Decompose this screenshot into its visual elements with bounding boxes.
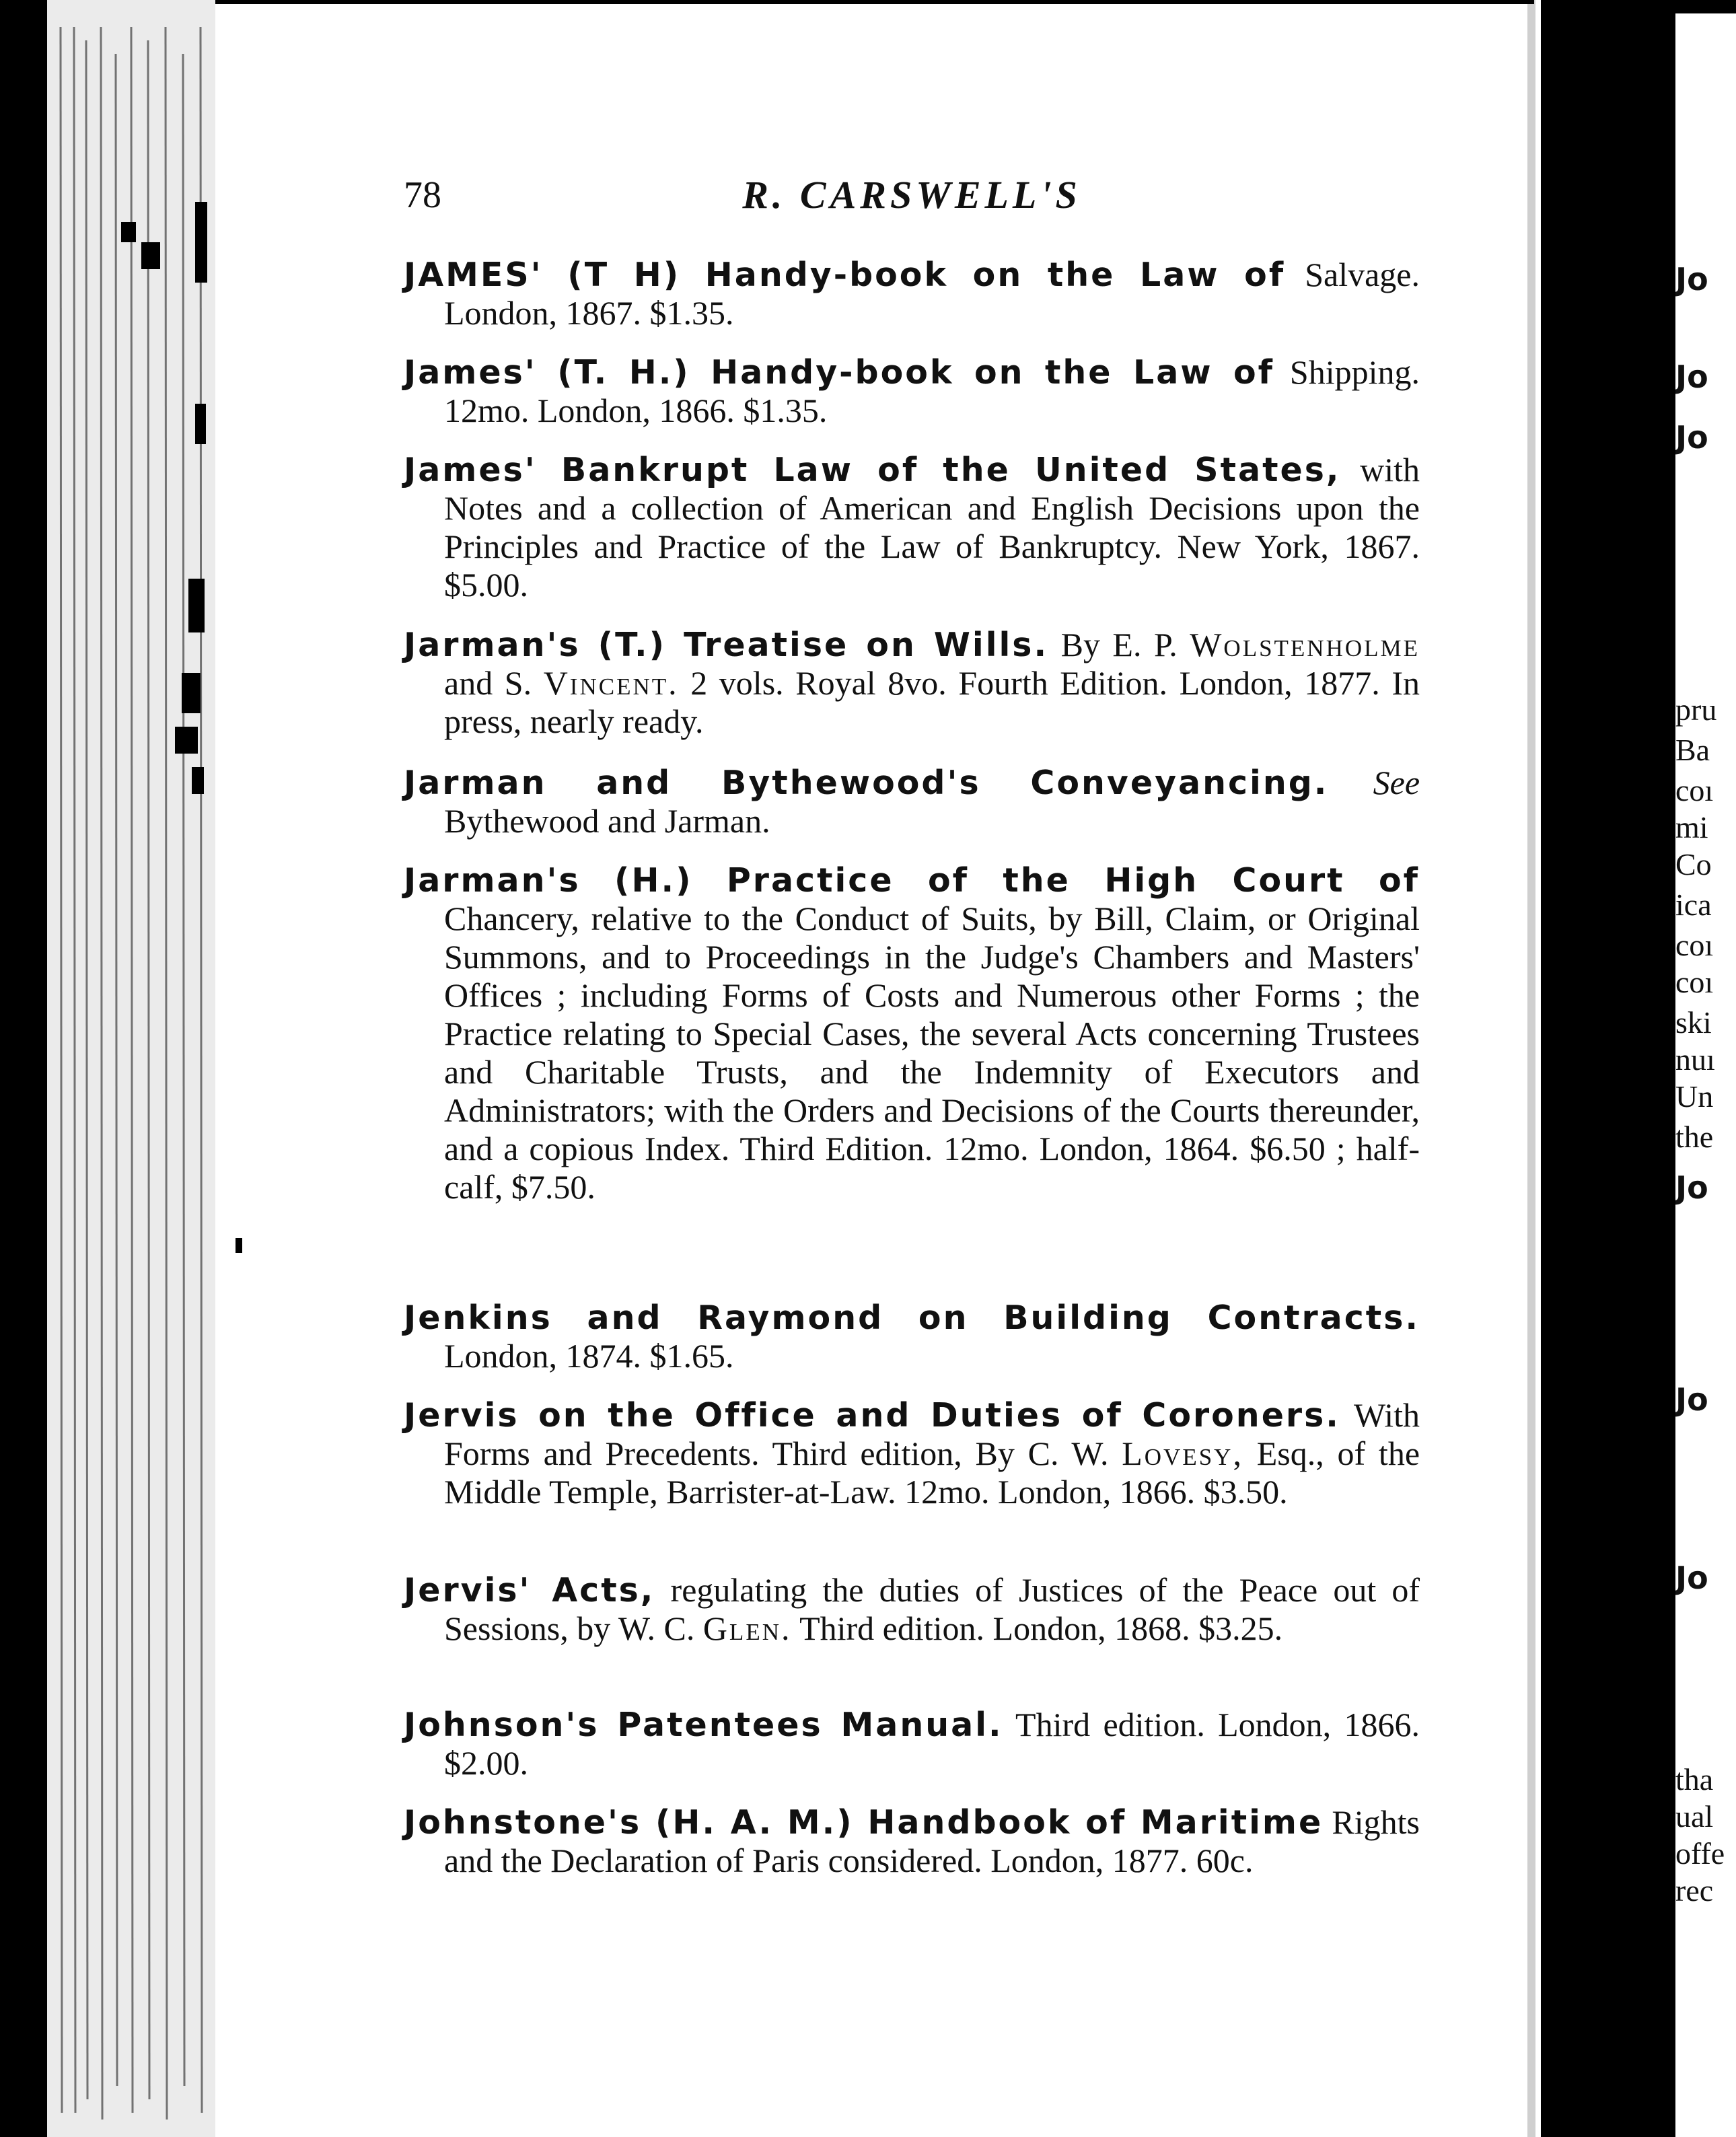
facing-word: ual: [1675, 1799, 1714, 1834]
entry-body: Salvage. London, 1867. $1.35.: [444, 256, 1420, 332]
catalogue-entry: [404, 256, 1420, 332]
facing-word: offe: [1675, 1836, 1725, 1871]
entry-body: Chancery, relative to the Conduct of Suits, by Bill, Claim, or Original Summons, and to Proceedings in the Judge's Chambers and Masters' Offices ; including Forms of Costs and Numerous other Forms ; the Practice relating to Special Cases, the several Acts concerning Trustees and Charitable Trusts, and the Indemnity of Executors and Administrators; with the Orders and Decisions of the Courts thereunder, and a copious Index. Third Edition. 12mo. London, 1864. $6.50 ; half-calf, $7.50.: [444, 900, 1420, 1206]
entry-body: Shipping. 12mo. London, 1866. $1.35.: [444, 353, 1420, 429]
facing-word: rec: [1675, 1873, 1714, 1908]
entry-author: Vincent.: [543, 664, 679, 702]
entry-body: regulating the duties of Justices of the Peace out of Sessions, by W. C.: [444, 1571, 1420, 1647]
page-header: [404, 168, 1420, 222]
facing-word: Jo: [1675, 419, 1708, 456]
facing-word: Jo: [1675, 359, 1708, 395]
facing-page-fragment: [1675, 0, 1736, 2137]
entry-body: London, 1874. $1.65.: [444, 1337, 734, 1375]
entry-body: By E. P.: [1060, 626, 1178, 663]
catalogue-entry: [404, 1803, 1420, 1880]
facing-word: Un: [1675, 1079, 1714, 1114]
facing-word: coı: [1675, 928, 1714, 962]
entry-body: Rights and the Declaration of Paris considered. London, 1877. 60c.: [444, 1803, 1420, 1879]
entry-headword: Jervis' Acts,: [404, 1571, 655, 1609]
entry-body: Third edition. London, 1868. $3.25.: [799, 1609, 1283, 1647]
facing-word: Jo: [1675, 1169, 1708, 1206]
facing-word: mi: [1675, 810, 1708, 844]
entry-headword: Jarman's (T.) Treatise on Wills.: [404, 626, 1049, 664]
entry-see: See: [1373, 764, 1420, 801]
entry-headword: Johnson's Patentees Manual.: [404, 1706, 1003, 1744]
facing-word: tha: [1675, 1762, 1714, 1797]
facing-word: coı: [1675, 965, 1714, 999]
facing-word: Jo: [1675, 1560, 1708, 1596]
entry-headword: James' Bankrupt Law of the United States,: [404, 451, 1341, 489]
catalogue-entry: [404, 626, 1420, 741]
catalogue-entry: [404, 1706, 1420, 1782]
catalogue-entry: [404, 1571, 1420, 1648]
entry-author: Wolstenholme: [1190, 626, 1420, 663]
facing-word: coı: [1675, 773, 1714, 807]
facing-word: Ba: [1675, 733, 1710, 767]
entry-body: Esq., of the Middle Temple, Barrister-at-Law. 12mo. London, 1866. $3.50.: [444, 1435, 1420, 1511]
entry-author: Glen.: [702, 1609, 792, 1647]
catalogue-entry: [404, 1396, 1420, 1511]
entry-body: with Notes and a collection of American and English Decisions upon the Principles and Practice of the Law of Bankruptcy. New York, 1867. $5.00.: [444, 451, 1420, 604]
entry-body: Bythewood and Jarman.: [444, 802, 770, 840]
catalogue-entry: [404, 861, 1420, 1206]
facing-word: ski: [1675, 1005, 1712, 1040]
running-title: R. CARSWELL'S: [742, 173, 1081, 217]
entry-headword: Jarman's (H.) Practice of the High Court of: [404, 861, 1420, 900]
entry-headword: Jervis on the Office and Duties of Coroners.: [404, 1396, 1340, 1435]
facing-word: Jo: [1675, 261, 1708, 297]
catalogue-entry: [404, 451, 1420, 604]
facing-word: nuı: [1675, 1042, 1715, 1077]
facing-word: Jo: [1675, 1381, 1708, 1418]
entry-headword: Johnstone's (H. A. M.) Handbook of Maritime: [404, 1803, 1324, 1842]
catalogue-entry: [404, 1299, 1420, 1375]
entry-body: Third edition. London, 1866. $2.00.: [444, 1706, 1420, 1782]
entry-headword: Jarman and Bythewood's Conveyancing.: [404, 764, 1329, 802]
page-number: 78: [404, 174, 441, 216]
entry-body: With Forms and Precedents. Third edition, By C. W.: [444, 1396, 1420, 1472]
entry-body: 2 vols. Royal 8vo. Fourth Edition. London, 1877. In press, nearly ready.: [444, 664, 1420, 740]
entry-headword: JAMES' (T H) Handy-book on the Law of: [404, 256, 1286, 294]
facing-word: pru: [1675, 692, 1717, 727]
entry-author: Lovesy,: [1122, 1435, 1243, 1472]
catalogue-entry: [404, 764, 1420, 840]
facing-word: the: [1675, 1120, 1714, 1154]
facing-word: ica: [1675, 888, 1712, 922]
entry-headword: James' (T. H.) Handy-book on the Law of: [404, 353, 1274, 392]
facing-word: Co: [1675, 847, 1712, 881]
catalogue-entry: [404, 353, 1420, 430]
entry-headword: Jenkins and Raymond on Building Contracts.: [404, 1299, 1420, 1337]
entry-body: and S.: [444, 664, 532, 702]
